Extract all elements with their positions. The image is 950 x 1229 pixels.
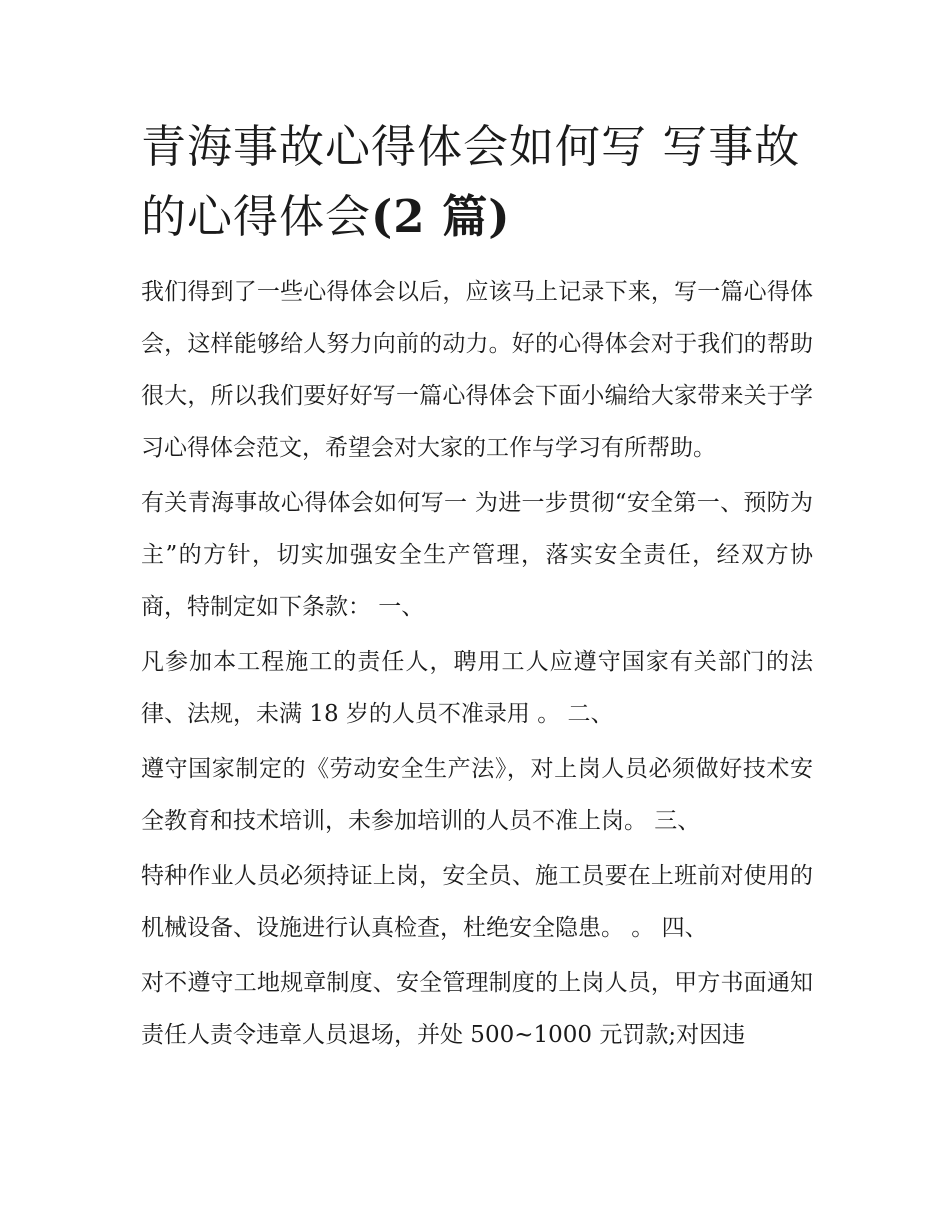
- clause-paragraph: 特种作业人员必须持证上岗，安全员、施工员要在上班前对使用的机械设备、设施进行认真检查，杜绝安全隐患。 。 四、: [141, 863, 813, 941]
- body-paragraph: 有关青海事故心得体会如何写一 为进一步贯彻“安全第一、预防为主”的方针，切实加强安全生产管理，落实安全责任，经双方协商，特制定如下条款： 一、: [141, 490, 813, 620]
- document-page: [141, 112, 813, 1061]
- title-count: (2 篇): [371, 190, 511, 243]
- clause-paragraph: 凡参加本工程施工的责任人，聘用工人应遵守国家有关部门的法律、法规，未满 18 岁的人员不准录用 。 二、: [141, 649, 813, 727]
- title-text: 青海事故心得体会如何写 写事故的心得体会: [141, 120, 801, 243]
- clause-paragraph: 对不遵守工地规章制度、安全管理制度的上岗人员，甲方书面通知责任人责令违章人员退场，并处 500~1000 元罚款;对因违: [141, 970, 813, 1048]
- document-title: [141, 112, 813, 252]
- intro-paragraph: 我们得到了一些心得体会以后，应该马上记录下来，写一篇心得体会，这样能够给人努力向前的动力。好的心得体会对于我们的帮助很大，所以我们要好好写一篇心得体会下面小编给大家带来关于学习心得体会范文，希望会对大家的工作与学习有所帮助。: [141, 279, 813, 461]
- clause-paragraph: 遵守国家制定的《劳动安全生产法》，对上岗人员必须做好技术安全教育和技术培训，未参加培训的人员不准上岗。 三、: [141, 756, 813, 834]
